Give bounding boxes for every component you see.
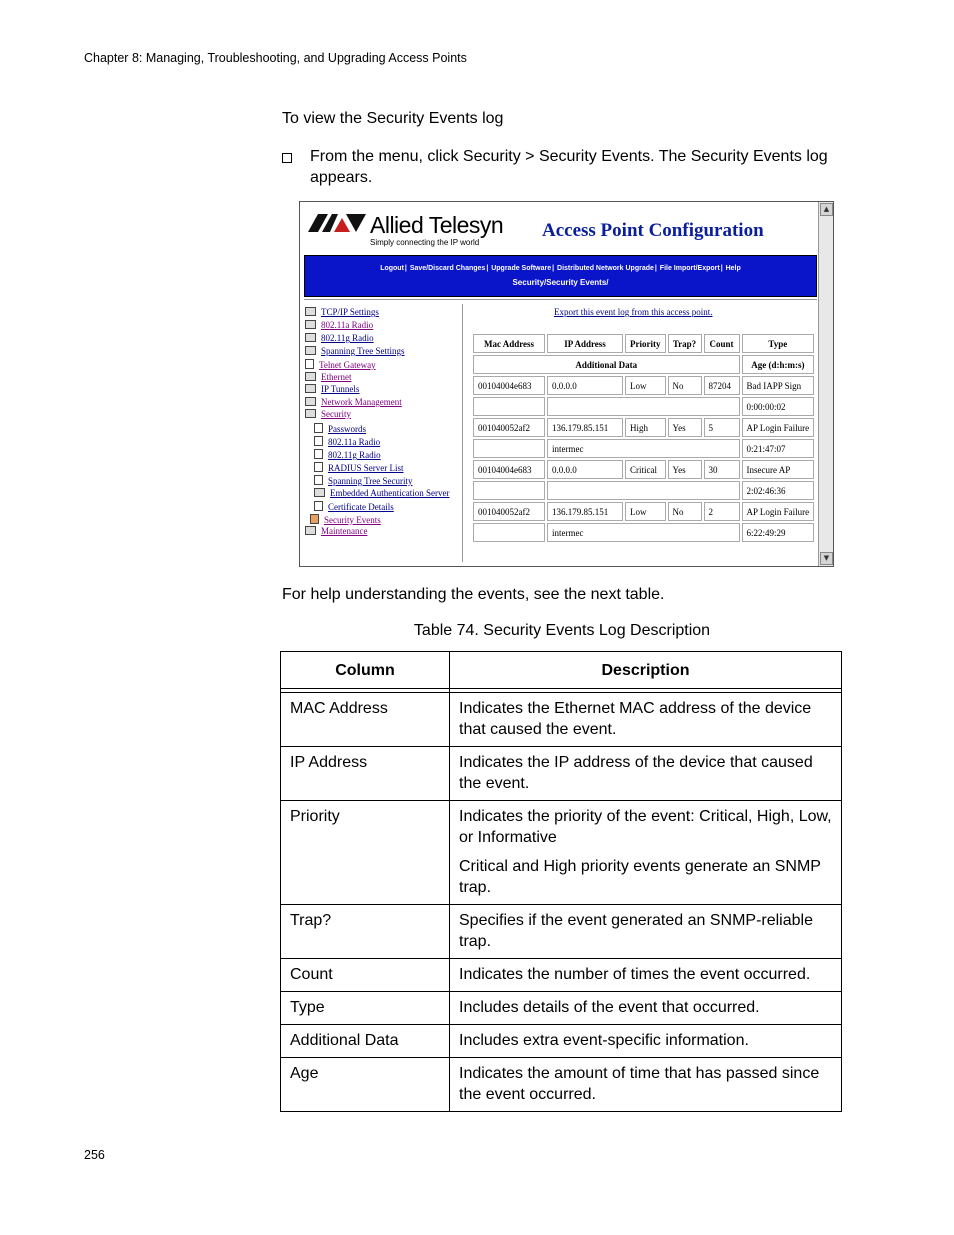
col-header: Priority [625, 334, 666, 353]
event-cell-data [547, 397, 740, 416]
event-cell-trap: Yes [668, 418, 702, 437]
description-text: Specifies if the event generated an SNMP-reliable trap. [459, 912, 813, 950]
sidebar-item-radius[interactable]: RADIUS Server List [314, 462, 404, 473]
event-cell-mac-blank [473, 481, 545, 500]
events-header-row [473, 334, 814, 353]
event-cell-age: 2:02:46:36 [742, 481, 815, 500]
event-cell-count: 30 [704, 460, 740, 479]
folder-icon [305, 372, 316, 381]
column-name-cell: Count [281, 959, 450, 992]
event-detail-row [473, 481, 814, 500]
event-cell-type: AP Login Failure [742, 418, 815, 437]
document-icon [314, 449, 323, 459]
procedure-title: To view the Security Events log [282, 110, 504, 127]
column-name-cell: Priority [281, 801, 450, 905]
event-cell-type: Insecure AP [742, 460, 815, 479]
sidebar-item-passwords[interactable]: Passwords [314, 423, 366, 434]
folder-icon [305, 320, 316, 329]
brand-tagline: Simply connecting the IP world [370, 238, 480, 247]
event-row [473, 502, 814, 521]
sidebar-item-spanning-tree[interactable]: Spanning Tree Settings [305, 346, 405, 356]
event-cell-type: AP Login Failure [742, 502, 815, 521]
event-cell-ip: 0.0.0.0 [547, 460, 623, 479]
folder-icon [305, 526, 316, 535]
description-cell [450, 801, 842, 905]
sidebar-item-ethernet[interactable]: Ethernet [305, 372, 352, 382]
sidebar-item-spanning-security[interactable]: Spanning Tree Security [314, 475, 413, 486]
nav-distributed-upgrade[interactable]: Distributed Network Upgrade [557, 265, 654, 272]
scroll-down-icon[interactable]: ▼ [820, 552, 833, 565]
event-cell-data [547, 481, 740, 500]
col-header: Age (d:h:m:s) [742, 355, 815, 374]
events-table [471, 332, 816, 544]
event-row [473, 376, 814, 395]
sidebar-item-embedded-auth[interactable]: Embedded Authentication Server [314, 488, 449, 498]
description-text: Indicates the amount of time that has passed since the event occurred. [459, 1065, 820, 1103]
folder-icon [305, 384, 316, 393]
nav-links: Logout| Save/Discard Changes| Upgrade Software| Distributed Network Upgrade| File Import/Export| Help [380, 265, 741, 272]
description-text: Includes details of the event that occurred. [459, 999, 760, 1016]
description-text: Indicates the number of times the event occurred. [459, 966, 811, 983]
sidebar-item-tcpip[interactable]: TCP/IP Settings [305, 307, 379, 317]
event-cell-count: 87204 [704, 376, 740, 395]
col-header: Trap? [668, 334, 702, 353]
sidebar-item-80211g[interactable]: 802.11g Radio [305, 333, 374, 343]
event-cell-data: intermec [547, 439, 740, 458]
column-name-cell: IP Address [281, 747, 450, 801]
description-text: Indicates the IP address of the device that caused the event. [459, 754, 813, 792]
chapter-header: Chapter 8: Managing, Troubleshooting, and Upgrading Access Points [84, 51, 467, 65]
col-header: Count [704, 334, 740, 353]
event-cell-mac: 00104004e683 [473, 460, 545, 479]
divider [304, 299, 817, 300]
folder-icon [305, 397, 316, 406]
sidebar-item-security[interactable]: Security [305, 409, 351, 419]
description-row [281, 747, 842, 801]
event-cell-age: 0:21:47:07 [742, 439, 815, 458]
event-detail-row [473, 397, 814, 416]
column-name-cell: Additional Data [281, 1025, 450, 1058]
event-cell-priority: Critical [625, 460, 666, 479]
nav-upgrade-software[interactable]: Upgrade Software [491, 265, 552, 272]
nav-logout[interactable]: Logout [380, 265, 404, 272]
document-icon [305, 359, 314, 369]
description-header: Description [450, 652, 842, 689]
description-text-extra: Critical and High priority events generate an SNMP trap. [459, 858, 821, 896]
description-cell [450, 1058, 842, 1112]
description-cell [450, 747, 842, 801]
brand-name: Allied Telesyn [370, 212, 504, 238]
event-cell-ip: 136.179.85.151 [547, 418, 623, 437]
sidebar-item-sec-80211g[interactable]: 802.11g Radio [314, 449, 381, 460]
description-row [281, 992, 842, 1025]
event-cell-type: Bad IAPP Sign [742, 376, 815, 395]
column-name-cell: MAC Address [281, 693, 450, 747]
description-row [281, 1025, 842, 1058]
description-text: Includes extra event-specific information. [459, 1032, 749, 1049]
bullet-step [282, 146, 852, 188]
folder-icon [305, 307, 316, 316]
security-events-screenshot [299, 201, 834, 567]
col-header: Type [742, 334, 815, 353]
col-header: Additional Data [473, 355, 740, 374]
event-cell-mac-blank [473, 397, 545, 416]
nav-breadcrumb: Security/Security Events/ [512, 278, 609, 287]
description-cell [450, 1025, 842, 1058]
event-row [473, 460, 814, 479]
description-cell [450, 905, 842, 959]
description-text: Indicates the Ethernet MAC address of the device that caused the event. [459, 700, 812, 738]
description-header-row [281, 652, 842, 689]
sidebar-item-ip-tunnels[interactable]: IP Tunnels [305, 384, 359, 394]
event-detail-row [473, 523, 814, 542]
description-cell [450, 693, 842, 747]
events-subheader-row [473, 355, 814, 374]
event-cell-priority: Low [625, 376, 666, 395]
event-cell-age: 0:00:00:02 [742, 397, 815, 416]
column-header: Column [281, 652, 450, 689]
description-table [280, 651, 842, 1112]
bullet-text: From the menu, click Security > Security Events. The Security Events log appears. [310, 148, 828, 186]
scroll-up-icon[interactable]: ▲ [820, 203, 833, 216]
event-cell-age: 6:22:49:29 [742, 523, 815, 542]
event-cell-priority: High [625, 418, 666, 437]
description-cell [450, 959, 842, 992]
event-cell-mac: 001040052af2 [473, 418, 545, 437]
nav-file-import-export[interactable]: File Import/Export [659, 265, 720, 272]
description-text: Indicates the priority of the event: Critical, High, Low, or Informative [459, 808, 832, 846]
page-number: 256 [84, 1148, 105, 1162]
sidebar-item-security-events[interactable]: Security Events [310, 514, 381, 525]
event-cell-ip: 0.0.0.0 [547, 376, 623, 395]
sidebar-item-80211a[interactable]: 802.11a Radio [305, 320, 373, 330]
event-cell-priority: Low [625, 502, 666, 521]
help-text: For help understanding the events, see the next table. [282, 586, 665, 603]
column-name-cell: Trap? [281, 905, 450, 959]
event-detail-row [473, 439, 814, 458]
folder-icon [314, 488, 325, 497]
col-header: IP Address [547, 334, 623, 353]
folder-open-icon [305, 409, 316, 418]
checkbox-bullet-icon [282, 153, 292, 163]
sidebar-menu [304, 304, 463, 562]
event-cell-count: 2 [704, 502, 740, 521]
nav-bar [304, 255, 817, 297]
allied-telesyn-logo-icon [308, 214, 366, 232]
description-row [281, 959, 842, 992]
document-icon [314, 436, 323, 446]
col-header: Mac Address [473, 334, 545, 353]
event-cell-mac-blank [473, 523, 545, 542]
event-cell-ip: 136.179.85.151 [547, 502, 623, 521]
document-icon [314, 475, 323, 485]
column-name-cell: Age [281, 1058, 450, 1112]
column-name-cell: Type [281, 992, 450, 1025]
nav-save-discard[interactable]: Save/Discard Changes [409, 265, 486, 272]
event-cell-mac-blank [473, 439, 545, 458]
vertical-scrollbar[interactable] [818, 202, 833, 566]
event-cell-mac: 001040052af2 [473, 502, 545, 521]
sidebar-item-network-mgmt[interactable]: Network Management [305, 397, 402, 407]
description-row [281, 801, 842, 905]
event-cell-trap: No [668, 502, 702, 521]
event-cell-trap: No [668, 376, 702, 395]
document-icon [314, 501, 323, 511]
description-cell [450, 992, 842, 1025]
allied-telesyn-logo [308, 212, 504, 247]
access-point-configuration-title: Access Point Configuration [542, 220, 764, 241]
event-cell-data: intermec [547, 523, 740, 542]
event-cell-mac: 00104004e683 [473, 376, 545, 395]
sidebar-item-certificate[interactable]: Certificate Details [314, 501, 394, 512]
event-cell-count: 5 [704, 418, 740, 437]
description-row [281, 905, 842, 959]
folder-icon [305, 333, 316, 342]
sidebar-item-sec-80211a[interactable]: 802.11a Radio [314, 436, 380, 447]
document-selected-icon [310, 514, 319, 524]
description-row [281, 1058, 842, 1112]
sidebar-item-maintenance[interactable]: Maintenance [305, 526, 367, 536]
event-row [473, 418, 814, 437]
document-icon [314, 423, 323, 433]
description-row [281, 693, 842, 747]
sidebar-item-telnet[interactable]: Telnet Gateway [305, 359, 376, 370]
folder-icon [305, 346, 316, 355]
table-caption: Table 74. Security Events Log Description [413, 622, 711, 639]
export-log-link[interactable]: Export this event log from this access point. [554, 307, 713, 317]
event-cell-trap: Yes [668, 460, 702, 479]
nav-help[interactable]: Help [725, 265, 741, 272]
document-icon [314, 462, 323, 472]
